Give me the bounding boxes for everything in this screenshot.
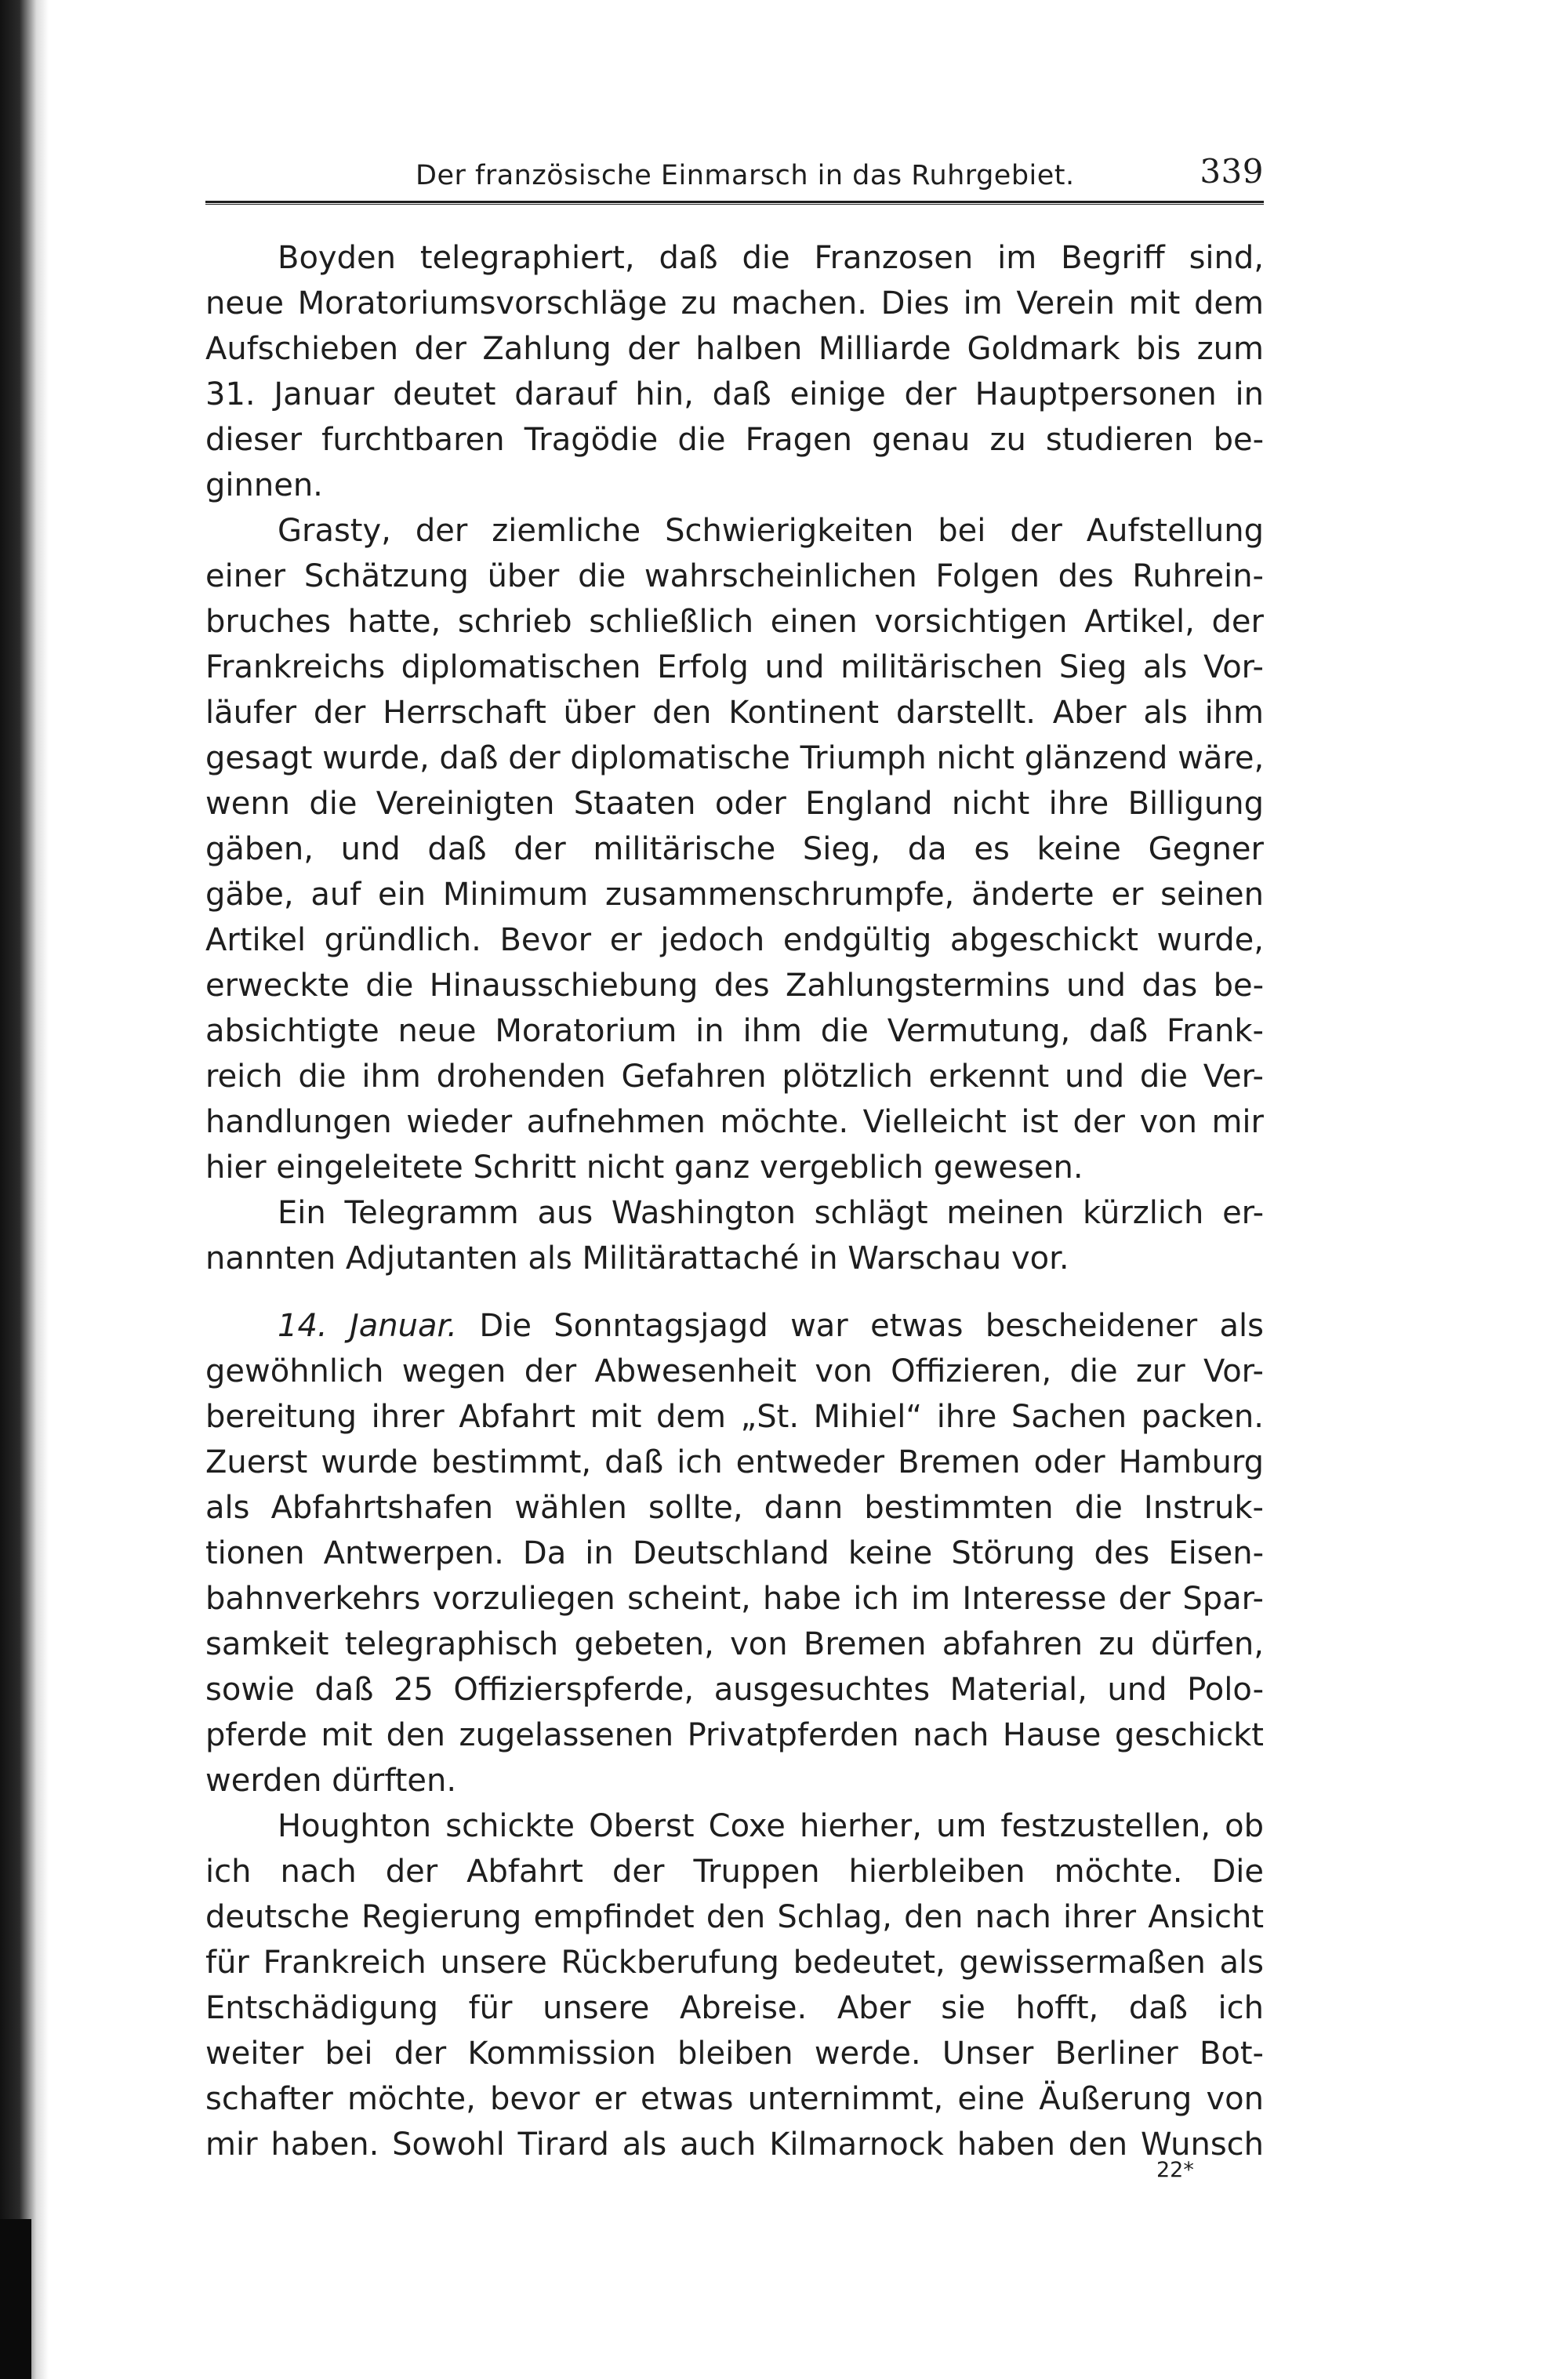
text-line: bahnverkehrs vorzuliegen scheint, habe ich im Interesse der Spar- [205, 1581, 1264, 1617]
text-line: gäbe, auf ein Minimum zusammenschrumpfe, änderte er seinen [205, 877, 1264, 913]
text-line: wenn die Vereinigten Staaten oder England nicht ihre Billigung [205, 786, 1264, 822]
paragraph-2 [205, 508, 1264, 1190]
text-line: deutsche Regierung empfindet den Schlag, den nach ihrer Ansicht [205, 1899, 1264, 1935]
printer-signature-mark: 22* [1156, 2158, 1194, 2182]
text-line: handlungen wieder aufnehmen möchte. Vielleicht ist der von mir [205, 1104, 1264, 1140]
text-line: gewöhnlich wegen der Abwesenheit von Offizieren, die zur Vor- [205, 1353, 1264, 1389]
entry-first-line-text: Die Sonntagsjagd war etwas bescheidener als [479, 1308, 1265, 1344]
text-line: werden dürften. [205, 1763, 457, 1799]
text-line: Houghton schickte Oberst Coxe hierher, um festzustellen, ob [278, 1808, 1264, 1844]
paragraph-3 [205, 1190, 1264, 1281]
text-line: sowie daß 25 Offizierspferde, ausgesuchtes Material, und Polo- [205, 1672, 1264, 1708]
text-line: schafter möchte, bevor er etwas unternimmt, eine Äußerung von [205, 2081, 1264, 2117]
text-line: dieser furchtbaren Tragödie die Fragen genau zu studieren be- [205, 422, 1264, 458]
text-line: reich die ihm drohenden Gefahren plötzlich erkennt und die Ver- [205, 1059, 1264, 1095]
text-line: samkeit telegraphisch gebeten, von Bremen abfahren zu dürfen, [205, 1626, 1264, 1662]
text-line: pferde mit den zugelassenen Privatpferden nach Hause geschickt [205, 1717, 1264, 1753]
scan-spine-shadow [0, 2219, 31, 2379]
header-rule [205, 201, 1264, 205]
text-line: als Abfahrtshafen wählen sollte, dann bestimmten die Instruk- [205, 1490, 1264, 1526]
text-line: Boyden telegraphiert, daß die Franzosen im Begriff sind, [278, 240, 1264, 276]
paragraph-5 [205, 1803, 1264, 2167]
body-text [205, 235, 1264, 2167]
text-line: absichtigte neue Moratorium in ihm die Vermutung, daß Frank- [205, 1013, 1264, 1049]
text-line: weiter bei der Kommission bleiben werde. Unser Berliner Bot- [205, 2036, 1264, 2072]
text-line: gäben, und daß der militärische Sieg, da es keine Gegner [205, 831, 1264, 867]
text-line: ginnen. [205, 467, 323, 503]
scan-edge-shadow [0, 0, 49, 2379]
text-line: gesagt wurde, daß der diplomatische Triumph nicht glänzend wäre, [205, 740, 1265, 776]
text-line: läufer der Herrschaft über den Kontinent darstellt. Aber als ihm [205, 695, 1264, 731]
text-line: hier eingeleitete Schritt nicht ganz vergeblich gewesen. [205, 1150, 1083, 1186]
text-line: neue Moratoriumsvorschläge zu machen. Dies im Verein mit dem [205, 285, 1264, 321]
text-line: tionen Antwerpen. Da in Deutschland keine Störung des Eisen- [205, 1535, 1264, 1571]
text-line [205, 1303, 1264, 1349]
text-line: Zuerst wurde bestimmt, daß ich entweder Bremen oder Hamburg [205, 1444, 1264, 1480]
text-line: Ein Telegramm aus Washington schlägt meinen kürzlich er- [278, 1195, 1264, 1231]
text-line: 31. Januar deutet darauf hin, daß einige der Hauptpersonen in [205, 376, 1264, 412]
text-line: Grasty, der ziemliche Schwierigkeiten bei der Aufstellung [278, 513, 1264, 549]
text-line: Entschädigung für unsere Abreise. Aber sie hofft, daß ich [205, 1990, 1264, 2026]
text-line: ich nach der Abfahrt der Truppen hierbleiben möchte. Die [205, 1854, 1264, 1890]
text-line: für Frankreich unsere Rückberufung bedeutet, gewissermaßen als [205, 1945, 1264, 1981]
entry-date: 14. Januar. [278, 1308, 458, 1344]
text-line: nannten Adjutanten als Militärattaché in Warschau vor. [205, 1240, 1069, 1277]
text-line: bereitung ihrer Abfahrt mit dem „St. Mihiel“ ihre Sachen packen. [205, 1399, 1264, 1435]
running-head [205, 152, 1264, 204]
paragraph-1 [205, 235, 1264, 508]
text-line: erweckte die Hinausschiebung des Zahlungstermins und das be- [205, 968, 1264, 1004]
page-number: 339 [1200, 152, 1264, 191]
text-line: mir haben. Sowohl Tirard als auch Kilmarnock haben den Wunsch [205, 2127, 1264, 2163]
paragraph-4-diary-entry [205, 1303, 1264, 1803]
text-line: Artikel gründlich. Bevor er jedoch endgültig abgeschickt wurde, [205, 922, 1264, 958]
text-line: Frankreichs diplomatischen Erfolg und militärischen Sieg als Vor- [205, 649, 1264, 685]
running-head-title: Der französische Einmarsch in das Ruhrgebiet. [416, 160, 1075, 191]
text-line: bruches hatte, schrieb schließlich einen vorsichtigen Artikel, der [205, 604, 1264, 640]
text-line: einer Schätzung über die wahrscheinlichen Folgen des Ruhrein- [205, 558, 1264, 594]
text-line: Aufschieben der Zahlung der halben Milliarde Goldmark bis zum [205, 331, 1264, 367]
